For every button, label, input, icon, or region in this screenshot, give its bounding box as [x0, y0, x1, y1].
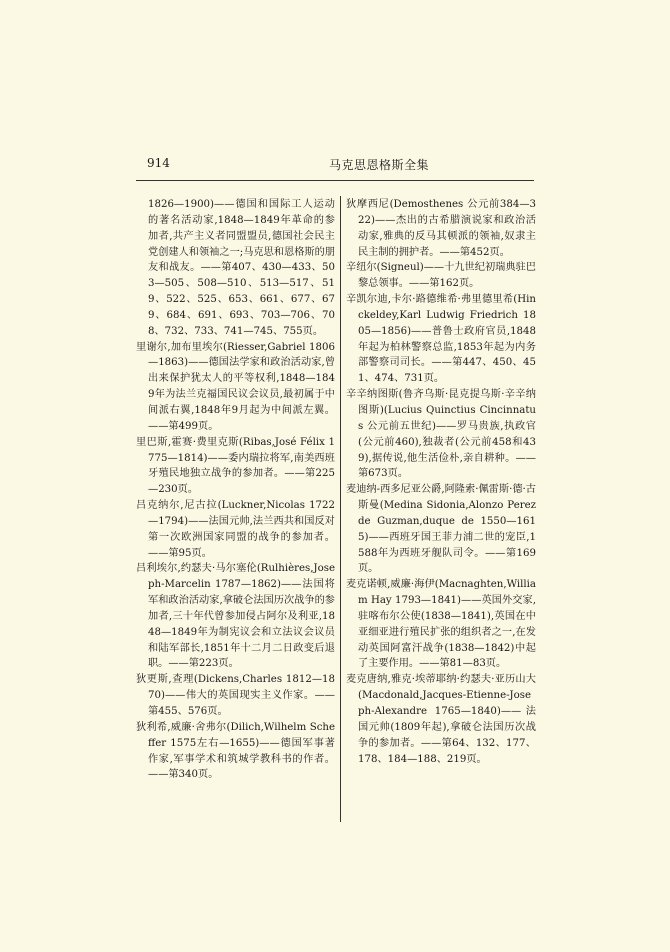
- column-divider: [340, 196, 341, 822]
- index-entry: 1826—1900)——德国和国际工人运动的著名活动家,1848—1849年革命的参加者,共产主义者同盟盟员,德国社会民主党创建人和领袖之一;马克思和恩格斯的朋友和战友。——第407、430—433、503—505、508—510、513—517、519、522、525、653、661、677、679、684、691、693、703—706、708、732、733、741—745、755页。: [148, 199, 335, 337]
- index-entry: 麦迪纳-西多尼亚公爵,阿隆索·佩雷斯·德·古斯曼(Medina Sidonia,Alonzo Perez de Guzman,duque de 1550—1615)——西班牙国王菲力浦二世的宠臣,1588年为西班牙舰队司令。——第169页。: [346, 484, 536, 575]
- header-rule: [136, 180, 534, 181]
- index-entry: 辛凯尔迪,卡尔·路德维希·弗里德里希(Hinckeldey,Karl Ludwig Friedrich 1805—1856)——普鲁士政府官员,1848年起为柏林警察总监,1853年起为内务部警察司司长。——第447、450、451、474、731页。: [346, 294, 536, 385]
- index-entry: 狄更斯,查理(Dickens,Charles 1812—1870)——伟大的英国现实主义作家。——第455、576页。: [136, 674, 335, 717]
- index-entry: 辛纽尔(Signeul)——十九世纪初瑞典驻巴黎总领事。——第162页。: [346, 262, 536, 290]
- running-header: [133, 156, 533, 176]
- index-entry: 狄利希,威廉·舍弗尔(Dilich,Wilhelm Scheffer 1575左右—1655)——德国军事著作家,军事学术和筑城学教科书的作者。——第340页。: [136, 721, 335, 781]
- index-entry: 吕克纳尔,尼古拉(Luckner,Nicolas 1722—1794)——法国元帅,法兰西共和国反对第一次欧洲国家同盟的战争的参加者。——第95页。: [136, 500, 335, 559]
- page-number: 914: [147, 156, 170, 170]
- index-entry: 里谢尔,加布里埃尔(Riesser,Gabriel 1806—1863)——德国法学家和政治活动家,曾出来保护犹太人的平等权利,1848—1849年为法兰克福国民议会议员,最初属于中间派右翼,1848年9月起为中间派左翼。——第499页。: [136, 341, 335, 432]
- index-entry: 吕利埃尔,约瑟夫·马尔塞伦(Rulhières,Joseph-Marcelin 1787—1862)——法国将军和政治活动家,拿破仑法国历次战争的参加者,三十年代曾参加侵占阿尔及利亚,1848—1849年为制宪议会和立法议会议员和陆军部长,1851年十二月二日政变后退职。——第223页。: [136, 563, 335, 670]
- index-entry: 里巴斯,霍赛·费里克斯(Ribas,José Félix 1775—1814)——委内瑞拉将军,南美西班牙殖民地独立战争的参加者。——第225—230页。: [136, 436, 335, 496]
- right-column: [346, 197, 536, 767]
- index-entry: 麦克唐纳,雅克·埃蒂耶纳·约瑟夫·亚历山大(Macdonald,Jacques-Etienne-Joseph-Alexandre 1765—1840)——法国元帅(1809年起),拿破仑法国历次战争的参加者。——第64、132、177、178、184—188、219页。: [346, 674, 536, 765]
- index-entry: 辛辛纳图斯(鲁齐乌斯·昆克提乌斯·辛辛纳图斯)(Lucius Quinctius Cincinnatus 公元前五世纪)——罗马贵族,执政官(公元前460),独裁者(公元前458和439),据传说,他生活俭朴,亲自耕种。——第673页。: [346, 389, 536, 480]
- index-entry: 狄摩西尼(Demosthenes 公元前384—322)——杰出的古希腊演说家和政治活动家,雅典的反马其顿派的领袖,奴隶主民主制的拥护者。——第452页。: [346, 199, 536, 258]
- left-column: [136, 197, 335, 783]
- index-entry: 麦克诺顿,威廉·海伊(Macnaghten,William Hay 1793—1841)——英国外交家,驻喀布尔公使(1838—1841),英国在中亚细亚进行殖民扩张的组织者之一,在发动英国阿富汗战争(1838—1842)中起了主要作用。——第81—83页。: [346, 579, 536, 670]
- book-title: 马克思恩格斯全集: [329, 158, 430, 172]
